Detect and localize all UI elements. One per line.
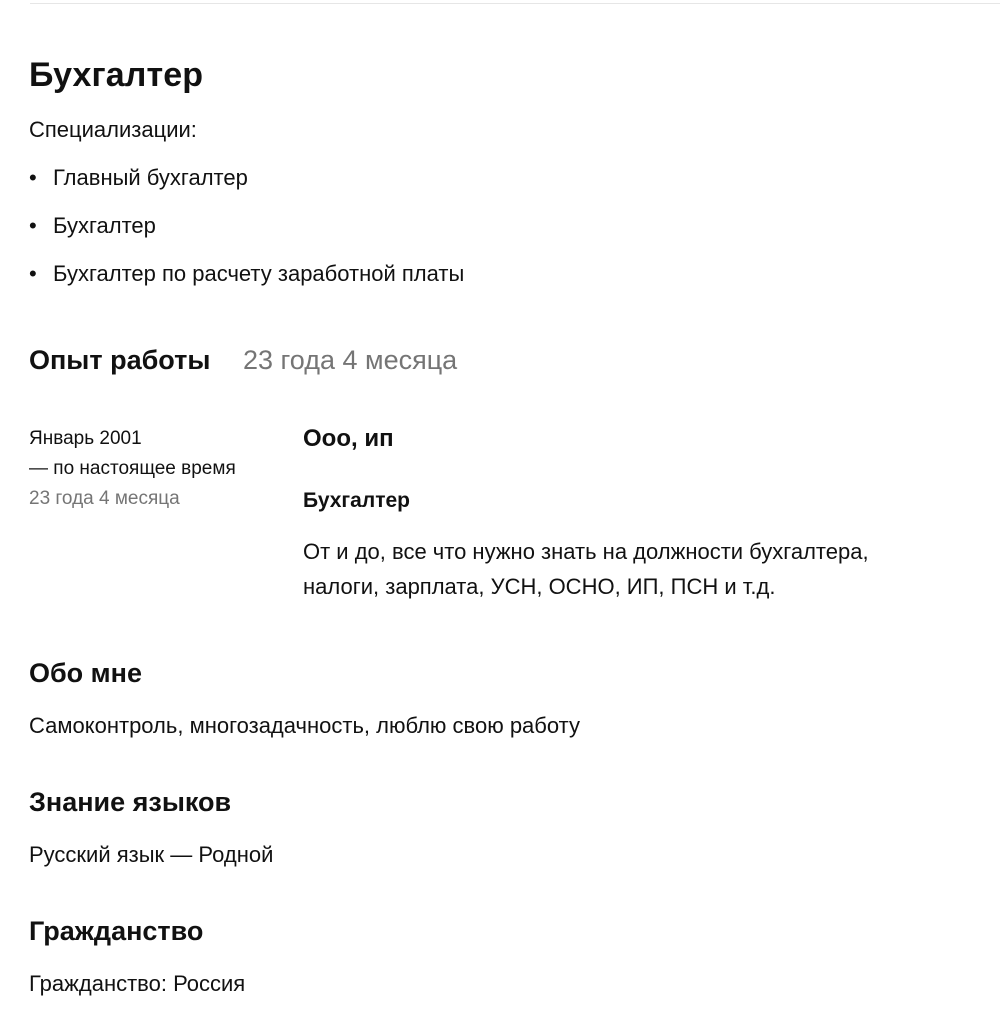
bullet-icon: • [29,165,37,190]
top-divider [30,3,1000,4]
citizenship-heading: Гражданство [29,916,204,946]
specializations-list [29,164,464,308]
job-description-line: налоги, зарплата, УСН, ОСНО, ИП, ПСН и т.д. [303,574,776,599]
languages-heading: Знание языков [29,787,232,817]
period-duration: 23 года 4 месяца [29,488,180,509]
languages-text: Русский язык — Родной [29,842,274,867]
about-text: Самоконтроль, многозадачность, люблю свою работу [29,713,580,738]
job-position: Бухгалтер [303,489,410,512]
company-name: Ооо, ип [303,425,394,452]
specialization-label: Главный бухгалтер [53,165,248,190]
experience-heading: Опыт работы [29,345,211,375]
period-end: — по настоящее время [29,458,236,479]
job-description [303,534,963,604]
list-item [29,212,464,260]
specialization-label: Бухгалтер [53,213,156,238]
bullet-icon: • [29,213,37,238]
experience-period [29,424,236,514]
list-item [29,164,464,212]
bullet-icon: • [29,261,37,286]
job-description-line: От и до, все что нужно знать на должности бухгалтера, [303,539,869,564]
period-start: Январь 2001 [29,428,142,449]
citizenship-text: Гражданство: Россия [29,971,246,996]
about-heading: Обо мне [29,658,142,688]
profession-title: Бухгалтер [29,56,204,94]
specializations-label: Специализации: [29,117,197,142]
list-item [29,260,464,308]
experience-total: 23 года 4 месяца [243,345,458,375]
specialization-label: Бухгалтер по расчету заработной платы [53,261,465,286]
